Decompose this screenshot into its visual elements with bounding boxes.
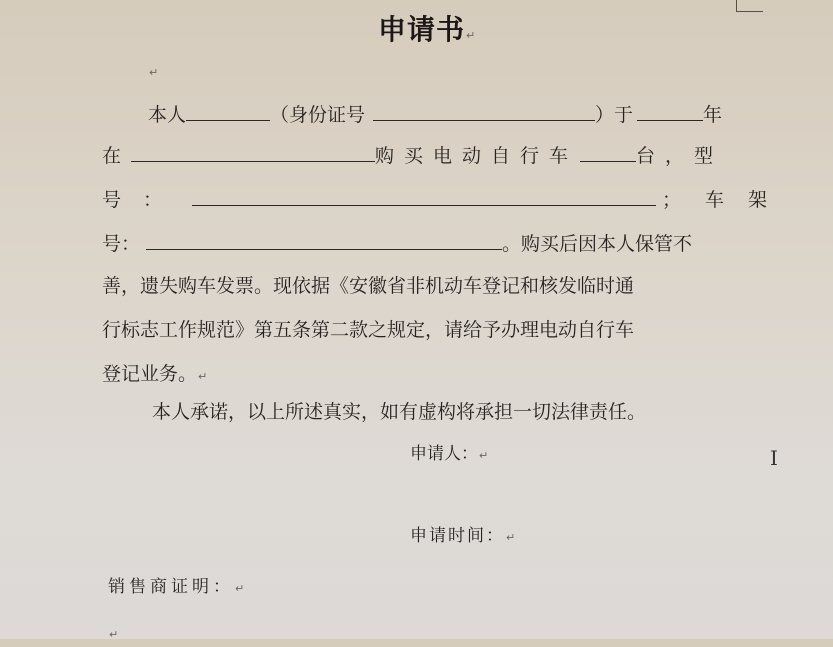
name-blank-field[interactable]: [186, 102, 270, 121]
text-cursor-icon: I: [770, 446, 778, 470]
paragraph-mark-icon: ↵: [466, 29, 477, 42]
model-blank-field[interactable]: [192, 187, 656, 206]
year-blank-field[interactable]: [637, 102, 703, 121]
frame-number-blank-field[interactable]: [146, 231, 502, 250]
body-line-7: 登记业务。↵: [102, 363, 208, 385]
body-line-1: 本人 （身份证号 ）于 年: [148, 104, 723, 126]
paragraph-mark-icon: ↵: [198, 370, 208, 383]
document-title: 申请书↵: [378, 13, 477, 46]
body-line-5: 善，遗失购车发票。现依据《安徽省非机动车登记和核发临时通: [102, 275, 635, 297]
empty-paragraph: [148, 58, 158, 85]
body-line-3: 号： ；车架: [102, 189, 792, 211]
paragraph-mark-icon: ↵: [506, 531, 518, 544]
empty-paragraph: [108, 620, 118, 647]
paragraph-mark-icon: ↵: [149, 66, 159, 79]
application-time-label: 申请时间：↵: [410, 526, 518, 546]
body-line-6: 行标志工作规范》第五条第二款之规定，请给予办理电动自行车: [102, 319, 635, 341]
paragraph-mark-icon: ↵: [109, 628, 119, 641]
pledge-statement: 本人承诺，以上所述真实，如有虚构将承担一切法律责任。: [152, 401, 647, 423]
seller-certificate-label: 销售商证明：↵: [108, 577, 249, 597]
quantity-blank-field[interactable]: [580, 143, 636, 162]
purchase-place-blank-field[interactable]: [131, 143, 375, 162]
applicant-label: 申请人：↵: [410, 444, 489, 464]
body-line-4: 号： 。购买后因本人保管不: [102, 233, 693, 255]
body-line-2: 在 购买电动自行车 台，型: [102, 145, 724, 167]
paragraph-mark-icon: ↵: [479, 449, 489, 462]
paragraph-mark-icon: ↵: [235, 582, 249, 595]
margin-crop-mark: [736, 0, 763, 12]
id-number-blank-field[interactable]: [373, 102, 595, 121]
